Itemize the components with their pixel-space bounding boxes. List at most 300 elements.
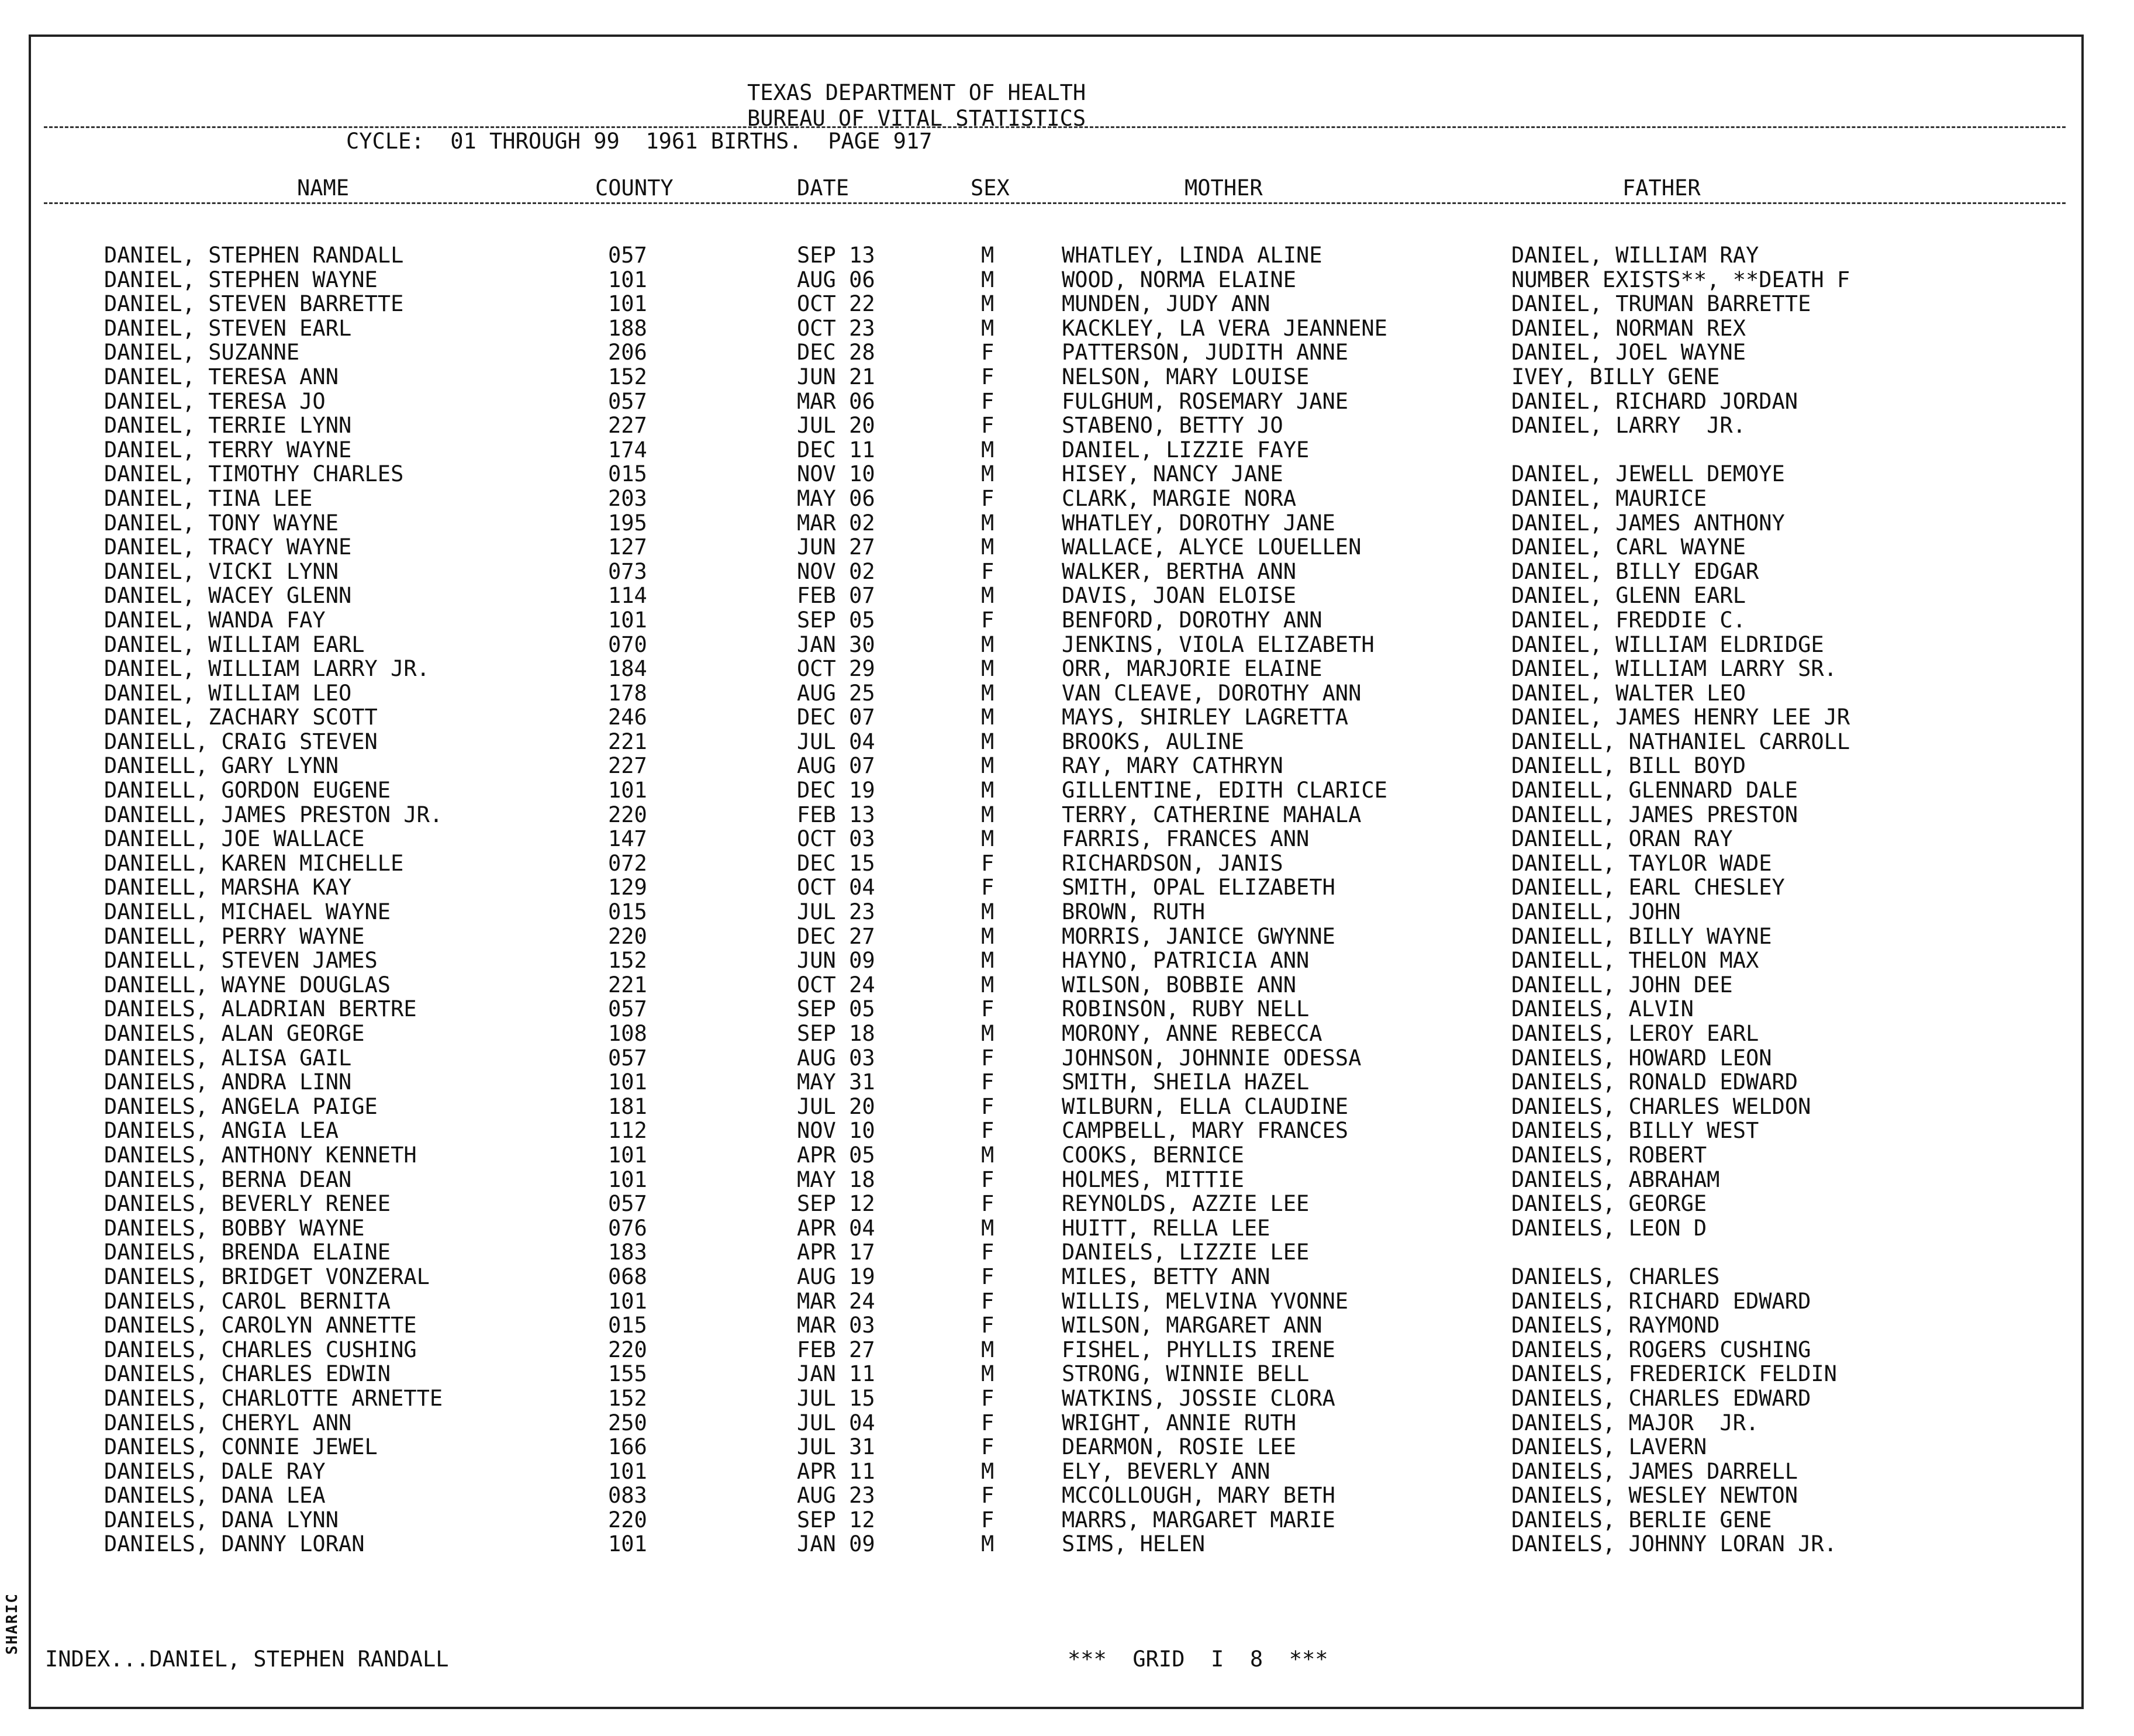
record-mother: HAYNO, PATRICIA ANN [1062, 948, 1310, 974]
record-sex: M [981, 753, 995, 779]
record-sex: M [981, 461, 995, 487]
table-row [0, 730, 2134, 754]
record-sex: M [981, 583, 995, 609]
record-father: DANIELS, MAJOR JR. [1511, 1410, 1759, 1435]
record-date: SEP 05 [797, 607, 875, 633]
record-sex: F [981, 1240, 995, 1265]
record-county: 114 [608, 583, 647, 609]
record-mother: HOLMES, MITTIE [1062, 1166, 1244, 1192]
col-header-date: DATE [797, 175, 850, 201]
record-mother: JOHNSON, JOHNNIE ODESSA [1062, 1045, 1362, 1071]
table-row [0, 316, 2134, 341]
record-name: DANIELS, DALE RAY [104, 1458, 326, 1484]
record-mother: RICHARDSON, JANIS [1062, 850, 1283, 876]
record-father: DANIELL, JOHN DEE [1511, 972, 1733, 998]
record-name: DANIEL, WILLIAM LARRY JR. [104, 656, 430, 682]
table-row [0, 1070, 2134, 1095]
record-date: APR 11 [797, 1458, 875, 1484]
record-father: DANIELS, JAMES DARRELL [1511, 1458, 1798, 1484]
record-father: IVEY, BILLY GENE [1511, 364, 1720, 389]
record-sex: M [981, 1142, 995, 1168]
table-row [0, 1435, 2134, 1459]
record-name: DANIEL, TERESA JO [104, 388, 326, 414]
header-rule [44, 126, 2066, 128]
record-sex: F [981, 1118, 995, 1144]
record-name: DANIELS, BEVERLY RENEE [104, 1191, 391, 1217]
record-sex: M [981, 972, 995, 998]
record-father: DANIEL, RICHARD JORDAN [1511, 388, 1798, 414]
record-name: DANIEL, WACEY GLENN [104, 583, 352, 609]
record-mother: FISHEL, PHYLLIS IRENE [1062, 1337, 1335, 1362]
record-mother: SMITH, SHEILA HAZEL [1062, 1069, 1310, 1095]
record-mother: ROBINSON, RUBY NELL [1062, 996, 1310, 1022]
record-father: DANIELS, LEON D [1511, 1215, 1707, 1241]
record-county: 072 [608, 850, 647, 876]
record-name: DANIEL, STEVEN BARRETTE [104, 291, 404, 317]
record-sex: M [981, 534, 995, 560]
record-mother: DAVIS, JOAN ELOISE [1062, 583, 1296, 609]
record-county: 129 [608, 875, 647, 900]
record-date: MAY 31 [797, 1069, 875, 1095]
record-father: DANIELS, RONALD EDWARD [1511, 1069, 1798, 1095]
record-sex: F [981, 1288, 995, 1314]
record-name: DANIEL, TONY WAYNE [104, 510, 339, 536]
record-father: DANIELS, JOHNNY LORAN JR. [1511, 1531, 1837, 1557]
record-county: 073 [608, 558, 647, 584]
record-county: 101 [608, 1142, 647, 1168]
record-county: 070 [608, 631, 647, 657]
record-date: OCT 03 [797, 826, 875, 852]
record-sex: F [981, 1069, 995, 1095]
table-row [0, 438, 2134, 463]
record-sex: F [981, 1264, 995, 1289]
table-row [0, 486, 2134, 511]
record-sex: M [981, 267, 995, 292]
record-county: 250 [608, 1410, 647, 1435]
record-sex: M [981, 291, 995, 317]
record-county: 188 [608, 315, 647, 341]
record-father: DANIEL, CARL WAYNE [1511, 534, 1746, 560]
record-mother: STABENO, BETTY JO [1062, 413, 1283, 439]
record-mother: MUNDEN, JUDY ANN [1062, 291, 1270, 317]
record-county: 203 [608, 485, 647, 511]
record-mother: MAYS, SHIRLEY LAGRETTA [1062, 705, 1349, 730]
record-mother: DANIEL, LIZZIE FAYE [1062, 437, 1310, 463]
record-county: 246 [608, 705, 647, 730]
record-date: AUG 07 [797, 753, 875, 779]
record-mother: STRONG, WINNIE BELL [1062, 1361, 1310, 1387]
record-father: DANIELL, THELON MAX [1511, 948, 1759, 974]
table-row [0, 1168, 2134, 1192]
record-county: 057 [608, 1045, 647, 1071]
record-father: DANIELS, LEROY EARL [1511, 1021, 1759, 1046]
footer-grid: *** GRID I 8 *** [1068, 1647, 1328, 1672]
record-name: DANIEL, STEVEN EARL [104, 315, 352, 341]
record-date: MAY 06 [797, 485, 875, 511]
record-mother: BROWN, RUTH [1062, 899, 1206, 925]
table-row [0, 1119, 2134, 1143]
table-row [0, 1240, 2134, 1265]
table-row [0, 462, 2134, 486]
record-mother: WATKINS, JOSSIE CLORA [1062, 1385, 1335, 1411]
header-cycle: CYCLE: 01 THROUGH 99 1961 BIRTHS. PAGE 917 [346, 129, 933, 154]
record-sex: M [981, 631, 995, 657]
record-county: 206 [608, 340, 647, 365]
record-county: 220 [608, 923, 647, 949]
record-county: 152 [608, 948, 647, 974]
record-date: AUG 03 [797, 1045, 875, 1071]
record-father: DANIELS, ROBERT [1511, 1142, 1707, 1168]
record-county: 015 [608, 461, 647, 487]
record-mother: HISEY, NANCY JANE [1062, 461, 1283, 487]
record-date: JAN 11 [797, 1361, 875, 1387]
record-county: 101 [608, 1069, 647, 1095]
record-date: JAN 09 [797, 1531, 875, 1557]
record-date: DEC 11 [797, 437, 875, 463]
record-father: DANIELS, ROGERS CUSHING [1511, 1337, 1811, 1362]
record-father: DANIELS, GEORGE [1511, 1191, 1707, 1217]
record-name: DANIEL, VICKI LYNN [104, 558, 339, 584]
record-father: DANIEL, LARRY JR. [1511, 413, 1746, 439]
record-father: DANIEL, NORMAN REX [1511, 315, 1746, 341]
record-county: 220 [608, 802, 647, 827]
record-name: DANIELS, ANGIA LEA [104, 1118, 339, 1144]
record-county: 101 [608, 267, 647, 292]
record-name: DANIEL, TINA LEE [104, 485, 313, 511]
side-label: SHARIC [4, 1593, 21, 1655]
record-mother: RAY, MARY CATHRYN [1062, 753, 1283, 779]
record-name: DANIELS, DANA LYNN [104, 1507, 339, 1533]
record-father: DANIELL, TAYLOR WADE [1511, 850, 1772, 876]
record-sex: M [981, 826, 995, 852]
record-name: DANIELL, GORDON EUGENE [104, 778, 391, 803]
record-sex: M [981, 1458, 995, 1484]
record-sex: F [981, 1410, 995, 1435]
record-mother: GILLENTINE, EDITH CLARICE [1062, 778, 1387, 803]
record-county: 015 [608, 899, 647, 925]
record-name: DANIELL, GARY LYNN [104, 753, 339, 779]
col-header-name: NAME [297, 175, 350, 201]
record-date: DEC 28 [797, 340, 875, 365]
record-county: 220 [608, 1507, 647, 1533]
table-row [0, 900, 2134, 924]
record-name: DANIELS, CAROLYN ANNETTE [104, 1313, 417, 1338]
record-name: DANIELS, ALAN GEORGE [104, 1021, 365, 1046]
table-row [0, 1386, 2134, 1411]
record-county: 152 [608, 1385, 647, 1411]
record-mother: ELY, BEVERLY ANN [1062, 1458, 1270, 1484]
record-date: JUL 20 [797, 413, 875, 439]
table-row [0, 851, 2134, 876]
record-county: 101 [608, 1166, 647, 1192]
record-father: DANIELS, BERLIE GENE [1511, 1507, 1772, 1533]
table-row [0, 1192, 2134, 1216]
record-mother: WILLIS, MELVINA YVONNE [1062, 1288, 1349, 1314]
record-name: DANIELS, CHARLES EDWIN [104, 1361, 391, 1387]
record-county: 015 [608, 1313, 647, 1338]
record-mother: WHATLEY, DOROTHY JANE [1062, 510, 1335, 536]
record-date: APR 05 [797, 1142, 875, 1168]
record-mother: CAMPBELL, MARY FRANCES [1062, 1118, 1349, 1144]
record-name: DANIELL, PERRY WAYNE [104, 923, 365, 949]
footer-index: INDEX...DANIEL, STEPHEN RANDALL [45, 1647, 449, 1672]
record-county: 101 [608, 291, 647, 317]
table-row [0, 1459, 2134, 1484]
record-county: 220 [608, 1337, 647, 1362]
record-sex: M [981, 899, 995, 925]
record-sex: M [981, 705, 995, 730]
record-mother: VAN CLEAVE, DOROTHY ANN [1062, 680, 1362, 706]
record-name: DANIELS, CHERYL ANN [104, 1410, 352, 1435]
table-row [0, 268, 2134, 292]
table-row [0, 1095, 2134, 1119]
record-father: DANIEL, MAURICE [1511, 485, 1707, 511]
record-county: 101 [608, 1531, 647, 1557]
record-sex: F [981, 413, 995, 439]
column-header-rule [44, 202, 2066, 204]
record-date: FEB 27 [797, 1337, 875, 1362]
record-mother: DEARMON, ROSIE LEE [1062, 1434, 1296, 1460]
record-county: 181 [608, 1093, 647, 1119]
table-row [0, 511, 2134, 536]
record-sex: M [981, 1361, 995, 1387]
record-mother: DANIELS, LIZZIE LEE [1062, 1240, 1310, 1265]
record-date: SEP 13 [797, 243, 875, 268]
table-row [0, 1362, 2134, 1386]
record-father: DANIELS, CHARLES [1511, 1264, 1720, 1289]
table-row [0, 948, 2134, 973]
record-mother: MCCOLLOUGH, MARY BETH [1062, 1483, 1335, 1509]
record-mother: WOOD, NORMA ELAINE [1062, 267, 1296, 292]
record-sex: M [981, 802, 995, 827]
record-date: APR 04 [797, 1215, 875, 1241]
table-row [0, 827, 2134, 851]
record-county: 057 [608, 1191, 647, 1217]
table-row [0, 365, 2134, 389]
record-date: FEB 07 [797, 583, 875, 609]
record-date: OCT 04 [797, 875, 875, 900]
record-date: AUG 19 [797, 1264, 875, 1289]
record-county: 068 [608, 1264, 647, 1289]
table-row [0, 413, 2134, 438]
records-table [0, 243, 2134, 1556]
record-county: 057 [608, 388, 647, 414]
record-county: 227 [608, 413, 647, 439]
record-date: SEP 18 [797, 1021, 875, 1046]
record-sex: F [981, 850, 995, 876]
record-father: DANIELL, JOHN [1511, 899, 1681, 925]
record-sex: F [981, 996, 995, 1022]
record-date: JAN 30 [797, 631, 875, 657]
record-name: DANIEL, TIMOTHY CHARLES [104, 461, 404, 487]
record-county: 155 [608, 1361, 647, 1387]
table-row [0, 1313, 2134, 1338]
record-name: DANIELL, KAREN MICHELLE [104, 850, 404, 876]
record-father: DANIELL, NATHANIEL CARROLL [1511, 729, 1850, 754]
record-sex: F [981, 875, 995, 900]
record-sex: M [981, 1215, 995, 1241]
record-name: DANIELS, BRIDGET VONZERAL [104, 1264, 430, 1289]
table-row [0, 243, 2134, 268]
record-name: DANIELS, CONNIE JEWEL [104, 1434, 378, 1460]
record-sex: M [981, 729, 995, 754]
record-county: 083 [608, 1483, 647, 1509]
record-county: 195 [608, 510, 647, 536]
record-name: DANIELS, CHARLES CUSHING [104, 1337, 417, 1362]
table-row [0, 292, 2134, 316]
record-name: DANIELS, ALADRIAN BERTRE [104, 996, 417, 1022]
record-father: DANIELS, LAVERN [1511, 1434, 1707, 1460]
record-sex: M [981, 1337, 995, 1362]
record-father: DANIELL, JAMES PRESTON [1511, 802, 1798, 827]
record-county: 108 [608, 1021, 647, 1046]
record-name: DANIELS, BRENDA ELAINE [104, 1240, 391, 1265]
record-father: DANIELS, BILLY WEST [1511, 1118, 1759, 1144]
record-sex: M [981, 923, 995, 949]
record-name: DANIEL, TERESA ANN [104, 364, 339, 389]
record-mother: WRIGHT, ANNIE RUTH [1062, 1410, 1296, 1435]
record-date: OCT 29 [797, 656, 875, 682]
table-row [0, 778, 2134, 803]
record-father: DANIELS, FREDERICK FELDIN [1511, 1361, 1837, 1387]
record-name: DANIELL, WAYNE DOUGLAS [104, 972, 391, 998]
record-sex: F [981, 340, 995, 365]
table-row [0, 1046, 2134, 1071]
table-row [0, 657, 2134, 681]
record-name: DANIELL, STEVEN JAMES [104, 948, 378, 974]
record-name: DANIELS, ANTHONY KENNETH [104, 1142, 417, 1168]
record-name: DANIELS, CHARLOTTE ARNETTE [104, 1385, 443, 1411]
record-date: DEC 19 [797, 778, 875, 803]
record-name: DANIELS, CAROL BERNITA [104, 1288, 391, 1314]
record-sex: M [981, 948, 995, 974]
table-row [0, 1216, 2134, 1241]
table-row [0, 924, 2134, 949]
table-row [0, 754, 2134, 778]
record-mother: COOKS, BERNICE [1062, 1142, 1244, 1168]
record-date: DEC 07 [797, 705, 875, 730]
table-row [0, 1289, 2134, 1314]
record-county: 057 [608, 996, 647, 1022]
record-county: 166 [608, 1434, 647, 1460]
record-name: DANIEL, TRACY WAYNE [104, 534, 352, 560]
col-header-sex: SEX [971, 175, 1010, 201]
record-mother: PATTERSON, JUDITH ANNE [1062, 340, 1349, 365]
record-father: DANIEL, JAMES HENRY LEE JR [1511, 705, 1850, 730]
record-mother: WILBURN, ELLA CLAUDINE [1062, 1093, 1349, 1119]
record-sex: F [981, 1434, 995, 1460]
table-row [0, 1532, 2134, 1556]
record-mother: SMITH, OPAL ELIZABETH [1062, 875, 1335, 900]
record-name: DANIELL, JOE WALLACE [104, 826, 365, 852]
record-father: DANIELS, WESLEY NEWTON [1511, 1483, 1798, 1509]
record-sex: F [981, 1045, 995, 1071]
table-row [0, 1508, 2134, 1533]
record-name: DANIEL, STEPHEN WAYNE [104, 267, 378, 292]
header-department: TEXAS DEPARTMENT OF HEALTH [747, 80, 1086, 105]
record-county: 227 [608, 753, 647, 779]
col-header-father: FATHER [1622, 175, 1701, 201]
record-mother: WILSON, MARGARET ANN [1062, 1313, 1322, 1338]
record-father: DANIEL, WALTER LEO [1511, 680, 1746, 706]
table-row [0, 608, 2134, 633]
record-name: DANIELS, ANDRA LINN [104, 1069, 352, 1095]
record-father: DANIEL, JAMES ANTHONY [1511, 510, 1785, 536]
record-county: 221 [608, 729, 647, 754]
record-name: DANIELS, ANGELA PAIGE [104, 1093, 378, 1119]
record-date: JUL 31 [797, 1434, 875, 1460]
record-mother: FARRIS, FRANCES ANN [1062, 826, 1310, 852]
record-county: 057 [608, 243, 647, 268]
record-mother: KACKLEY, LA VERA JEANNENE [1062, 315, 1387, 341]
table-row [0, 875, 2134, 900]
record-mother: BROOKS, AULINE [1062, 729, 1244, 754]
record-name: DANIELS, DANA LEA [104, 1483, 326, 1509]
record-father: DANIEL, JOEL WAYNE [1511, 340, 1746, 365]
record-mother: MARRS, MARGARET MARIE [1062, 1507, 1335, 1533]
record-sex: F [981, 1313, 995, 1338]
record-county: 152 [608, 364, 647, 389]
record-date: DEC 27 [797, 923, 875, 949]
record-name: DANIELL, MICHAEL WAYNE [104, 899, 391, 925]
record-father: DANIELS, ABRAHAM [1511, 1166, 1720, 1192]
record-mother: MORONY, ANNE REBECCA [1062, 1021, 1322, 1046]
record-mother: MILES, BETTY ANN [1062, 1264, 1270, 1289]
record-date: JUN 09 [797, 948, 875, 974]
record-name: DANIELS, BERNA DEAN [104, 1166, 352, 1192]
record-name: DANIELS, ALISA GAIL [104, 1045, 352, 1071]
record-sex: M [981, 243, 995, 268]
record-father: DANIEL, FREDDIE C. [1511, 607, 1746, 633]
record-name: DANIEL, TERRY WAYNE [104, 437, 352, 463]
record-sex: F [981, 388, 995, 414]
table-row [0, 681, 2134, 706]
record-father: DANIELL, GLENNARD DALE [1511, 778, 1798, 803]
record-father: DANIELS, ALVIN [1511, 996, 1694, 1022]
record-name: DANIEL, ZACHARY SCOTT [104, 705, 378, 730]
record-date: NOV 02 [797, 558, 875, 584]
record-father: DANIELS, CHARLES WELDON [1511, 1093, 1811, 1119]
record-sex: M [981, 437, 995, 463]
record-name: DANIELL, JAMES PRESTON JR. [104, 802, 443, 827]
record-sex: F [981, 1093, 995, 1119]
table-row [0, 803, 2134, 827]
record-mother: NELSON, MARY LOUISE [1062, 364, 1310, 389]
record-sex: M [981, 1021, 995, 1046]
record-date: MAR 24 [797, 1288, 875, 1314]
record-mother: TERRY, CATHERINE MAHALA [1062, 802, 1362, 827]
table-row [0, 560, 2134, 584]
record-mother: CLARK, MARGIE NORA [1062, 485, 1296, 511]
record-date: SEP 05 [797, 996, 875, 1022]
record-sex: M [981, 778, 995, 803]
record-mother: BENFORD, DOROTHY ANN [1062, 607, 1322, 633]
table-row [0, 705, 2134, 730]
record-name: DANIELS, DANNY LORAN [104, 1531, 365, 1557]
record-father: DANIEL, BILLY EDGAR [1511, 558, 1759, 584]
record-date: DEC 15 [797, 850, 875, 876]
record-county: 127 [608, 534, 647, 560]
record-father: DANIEL, WILLIAM ELDRIDGE [1511, 631, 1824, 657]
record-father: DANIELL, ORAN RAY [1511, 826, 1733, 852]
col-header-mother: MOTHER [1185, 175, 1263, 201]
record-father: DANIELS, HOWARD LEON [1511, 1045, 1772, 1071]
record-father: DANIEL, WILLIAM RAY [1511, 243, 1759, 268]
table-row [0, 340, 2134, 365]
record-date: OCT 23 [797, 315, 875, 341]
record-county: 101 [608, 1458, 647, 1484]
record-mother: MORRIS, JANICE GWYNNE [1062, 923, 1335, 949]
